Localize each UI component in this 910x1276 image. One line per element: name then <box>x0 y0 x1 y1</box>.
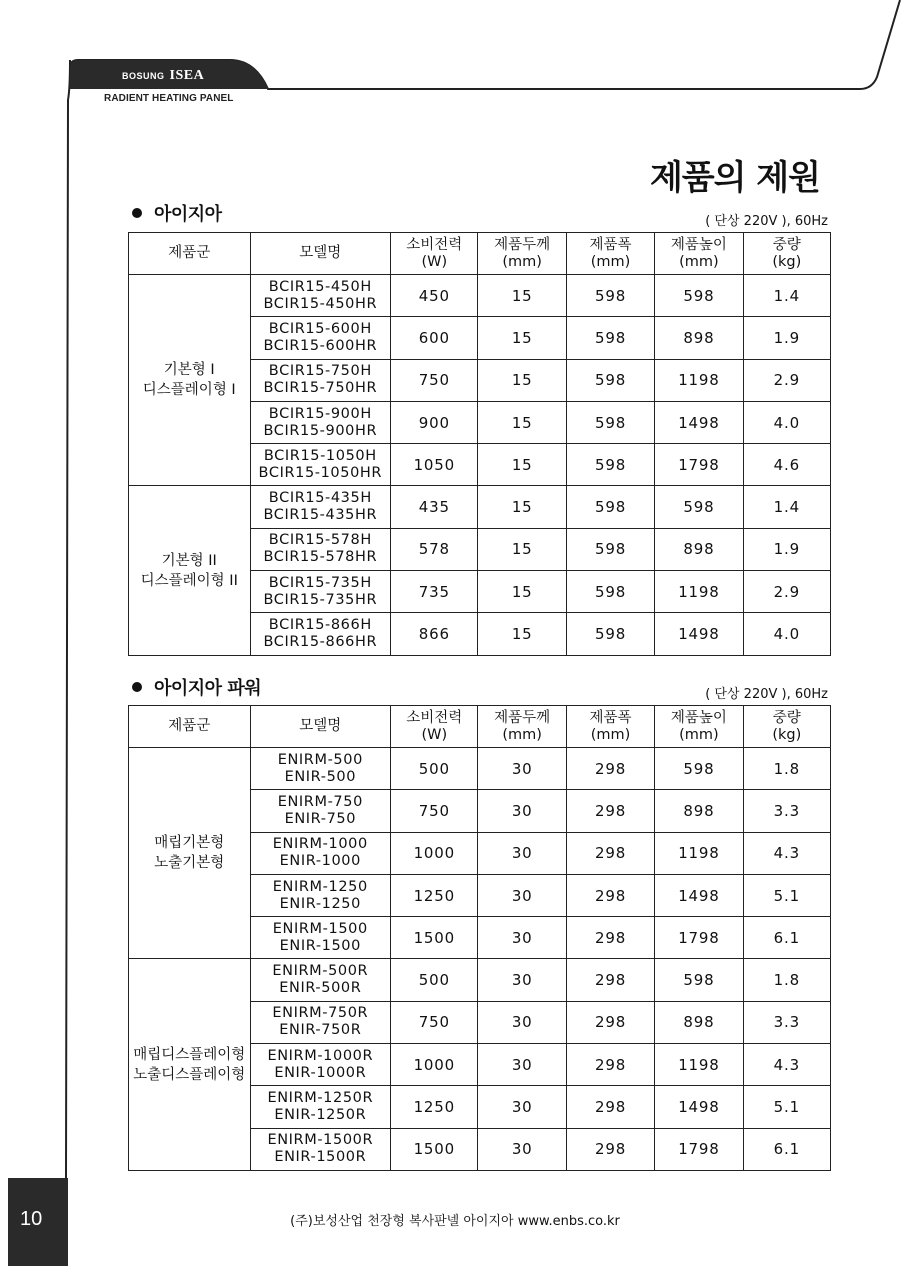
width-cell: 598 <box>566 359 654 401</box>
height-cell: 598 <box>655 959 743 1001</box>
thickness-cell: 30 <box>478 874 566 916</box>
power-cell: 578 <box>391 528 478 570</box>
header-row <box>129 706 831 748</box>
model-cell: ENIRM-750 ENIR-750 <box>250 790 391 832</box>
height-cell: 1498 <box>655 401 743 443</box>
power-cell: 500 <box>391 748 478 790</box>
header-col-weight: 중량 (kg) <box>743 706 830 748</box>
model-cell: BCIR15-435H BCIR15-435HR <box>250 486 391 528</box>
bullet-icon <box>132 208 142 218</box>
width-cell: 298 <box>566 832 654 874</box>
model-cell: BCIR15-578H BCIR15-578HR <box>250 528 391 570</box>
height-cell: 898 <box>655 317 743 359</box>
model-cell: ENIRM-1500 ENIR-1500 <box>250 917 391 959</box>
power-cell: 600 <box>391 317 478 359</box>
thickness-cell: 30 <box>478 1044 566 1086</box>
model-cell: BCIR15-1050H BCIR15-1050HR <box>250 444 391 486</box>
weight-cell: 1.9 <box>743 317 830 359</box>
brand-name-small: BOSUNG <box>122 71 165 81</box>
width-cell: 298 <box>566 790 654 832</box>
weight-cell: 4.6 <box>743 444 830 486</box>
thickness-cell: 30 <box>478 832 566 874</box>
power-cell: 1250 <box>391 1086 478 1128</box>
model-cell: BCIR15-866H BCIR15-866HR <box>250 613 391 655</box>
header-col-model: 모델명 <box>250 233 391 275</box>
height-cell: 1198 <box>655 1044 743 1086</box>
power-cell: 750 <box>391 359 478 401</box>
power-cell: 735 <box>391 571 478 613</box>
weight-cell: 1.8 <box>743 748 830 790</box>
table-row <box>129 275 831 317</box>
power-cell: 1000 <box>391 832 478 874</box>
height-cell: 1498 <box>655 613 743 655</box>
thickness-cell: 15 <box>478 528 566 570</box>
table-row <box>129 486 831 528</box>
table-row <box>129 748 831 790</box>
thickness-cell: 30 <box>478 959 566 1001</box>
height-cell: 598 <box>655 275 743 317</box>
thickness-cell: 15 <box>478 571 566 613</box>
header-col-width: 제품폭 (mm) <box>566 706 654 748</box>
power-cell: 435 <box>391 486 478 528</box>
brand-name-big: ISEA <box>169 68 205 83</box>
model-cell: ENIRM-500R ENIR-500R <box>250 959 391 1001</box>
header-col-height: 제품높이 (mm) <box>655 233 743 275</box>
brand-subtitle: RADIENT HEATING PANEL <box>104 93 234 104</box>
model-cell: ENIRM-1500R ENIR-1500R <box>250 1128 391 1170</box>
power-cell: 1500 <box>391 1128 478 1170</box>
thickness-cell: 15 <box>478 275 566 317</box>
thickness-cell: 15 <box>478 401 566 443</box>
header-col-weight: 중량 (kg) <box>743 233 830 275</box>
power-cell: 1500 <box>391 917 478 959</box>
section-title-igia <box>132 200 222 226</box>
weight-cell: 6.1 <box>743 917 830 959</box>
height-cell: 1198 <box>655 359 743 401</box>
weight-cell: 3.3 <box>743 1001 830 1043</box>
weight-cell: 4.0 <box>743 401 830 443</box>
width-cell: 298 <box>566 1086 654 1128</box>
weight-cell: 1.4 <box>743 275 830 317</box>
power-cell: 500 <box>391 959 478 1001</box>
model-cell: ENIRM-1250 ENIR-1250 <box>250 874 391 916</box>
section-title-text: 아이지아 파워 <box>154 678 262 699</box>
weight-cell: 1.4 <box>743 486 830 528</box>
width-cell: 298 <box>566 874 654 916</box>
width-cell: 298 <box>566 959 654 1001</box>
model-cell: ENIRM-1000 ENIR-1000 <box>250 832 391 874</box>
height-cell: 598 <box>655 748 743 790</box>
model-cell: ENIRM-500 ENIR-500 <box>250 748 391 790</box>
header-col-width: 제품폭 (mm) <box>566 233 654 275</box>
weight-cell: 3.3 <box>743 790 830 832</box>
spec-table-igia-power <box>128 705 831 1171</box>
height-cell: 1198 <box>655 832 743 874</box>
header-col-thickness: 제품두께 (mm) <box>478 233 566 275</box>
thickness-cell: 15 <box>478 317 566 359</box>
height-cell: 1798 <box>655 917 743 959</box>
weight-cell: 4.3 <box>743 832 830 874</box>
header-col-power: 소비전력 (W) <box>391 233 478 275</box>
width-cell: 598 <box>566 528 654 570</box>
thickness-cell: 30 <box>478 1086 566 1128</box>
width-cell: 298 <box>566 917 654 959</box>
width-cell: 598 <box>566 613 654 655</box>
weight-cell: 1.9 <box>743 528 830 570</box>
header-col-height: 제품높이 (mm) <box>655 706 743 748</box>
product-group-cell: 기본형 II 디스플레이형 II <box>129 486 251 655</box>
model-cell: BCIR15-750H BCIR15-750HR <box>250 359 391 401</box>
width-cell: 298 <box>566 1001 654 1043</box>
thickness-cell: 30 <box>478 1001 566 1043</box>
thickness-cell: 15 <box>478 486 566 528</box>
page-title: 제품의 제원 <box>649 158 820 198</box>
width-cell: 298 <box>566 1128 654 1170</box>
width-cell: 298 <box>566 1044 654 1086</box>
width-cell: 598 <box>566 571 654 613</box>
section-title-igia-power <box>132 674 261 700</box>
header-row <box>129 233 831 275</box>
power-cell: 866 <box>391 613 478 655</box>
height-cell: 1198 <box>655 571 743 613</box>
width-cell: 598 <box>566 275 654 317</box>
power-cell: 750 <box>391 790 478 832</box>
power-cell: 750 <box>391 1001 478 1043</box>
width-cell: 298 <box>566 748 654 790</box>
header-col-power: 소비전력 (W) <box>391 706 478 748</box>
section-title-text: 아이지아 <box>154 204 222 225</box>
model-cell: BCIR15-900H BCIR15-900HR <box>250 401 391 443</box>
power-cell: 450 <box>391 275 478 317</box>
thickness-cell: 15 <box>478 613 566 655</box>
weight-cell: 2.9 <box>743 571 830 613</box>
bullet-icon <box>132 682 142 692</box>
product-group-cell: 기본형 I 디스플레이형 I <box>129 275 251 486</box>
model-cell: ENIRM-1000R ENIR-1000R <box>250 1044 391 1086</box>
width-cell: 598 <box>566 486 654 528</box>
model-cell: BCIR15-450H BCIR15-450HR <box>250 275 391 317</box>
model-cell: ENIRM-1250R ENIR-1250R <box>250 1086 391 1128</box>
weight-cell: 4.3 <box>743 1044 830 1086</box>
height-cell: 598 <box>655 486 743 528</box>
thickness-cell: 30 <box>478 790 566 832</box>
header-col-model: 모델명 <box>250 706 391 748</box>
footer-text: (주)보성산업 천장형 복사판넬 아이지아 www.enbs.co.kr <box>290 1214 620 1229</box>
height-cell: 898 <box>655 1001 743 1043</box>
unit-note: ( 단상 220V ), 60Hz <box>705 214 828 229</box>
model-cell: BCIR15-600H BCIR15-600HR <box>250 317 391 359</box>
width-cell: 598 <box>566 317 654 359</box>
height-cell: 898 <box>655 528 743 570</box>
weight-cell: 5.1 <box>743 1086 830 1128</box>
spec-table-igia <box>128 232 831 656</box>
height-cell: 1798 <box>655 444 743 486</box>
model-cell: ENIRM-750R ENIR-750R <box>250 1001 391 1043</box>
width-cell: 598 <box>566 444 654 486</box>
table-row <box>129 959 831 1001</box>
power-cell: 1000 <box>391 1044 478 1086</box>
power-cell: 1250 <box>391 874 478 916</box>
width-cell: 598 <box>566 401 654 443</box>
header-col-thickness: 제품두께 (mm) <box>478 706 566 748</box>
weight-cell: 6.1 <box>743 1128 830 1170</box>
product-group-cell: 매립기본형 노출기본형 <box>129 748 251 959</box>
model-cell: BCIR15-735H BCIR15-735HR <box>250 571 391 613</box>
product-group-cell: 매립디스플레이형 노출디스플레이형 <box>129 959 251 1170</box>
thickness-cell: 30 <box>478 1128 566 1170</box>
header-col-group: 제품군 <box>129 706 251 748</box>
height-cell: 1498 <box>655 1086 743 1128</box>
height-cell: 1798 <box>655 1128 743 1170</box>
height-cell: 898 <box>655 790 743 832</box>
thickness-cell: 30 <box>478 917 566 959</box>
weight-cell: 4.0 <box>743 613 830 655</box>
unit-note: ( 단상 220V ), 60Hz <box>705 687 828 702</box>
brand-logo <box>70 64 262 88</box>
page-number: 10 <box>20 1208 43 1230</box>
power-cell: 900 <box>391 401 478 443</box>
weight-cell: 2.9 <box>743 359 830 401</box>
header-col-group: 제품군 <box>129 233 251 275</box>
thickness-cell: 15 <box>478 444 566 486</box>
weight-cell: 5.1 <box>743 874 830 916</box>
power-cell: 1050 <box>391 444 478 486</box>
thickness-cell: 15 <box>478 359 566 401</box>
thickness-cell: 30 <box>478 748 566 790</box>
weight-cell: 1.8 <box>743 959 830 1001</box>
height-cell: 1498 <box>655 874 743 916</box>
